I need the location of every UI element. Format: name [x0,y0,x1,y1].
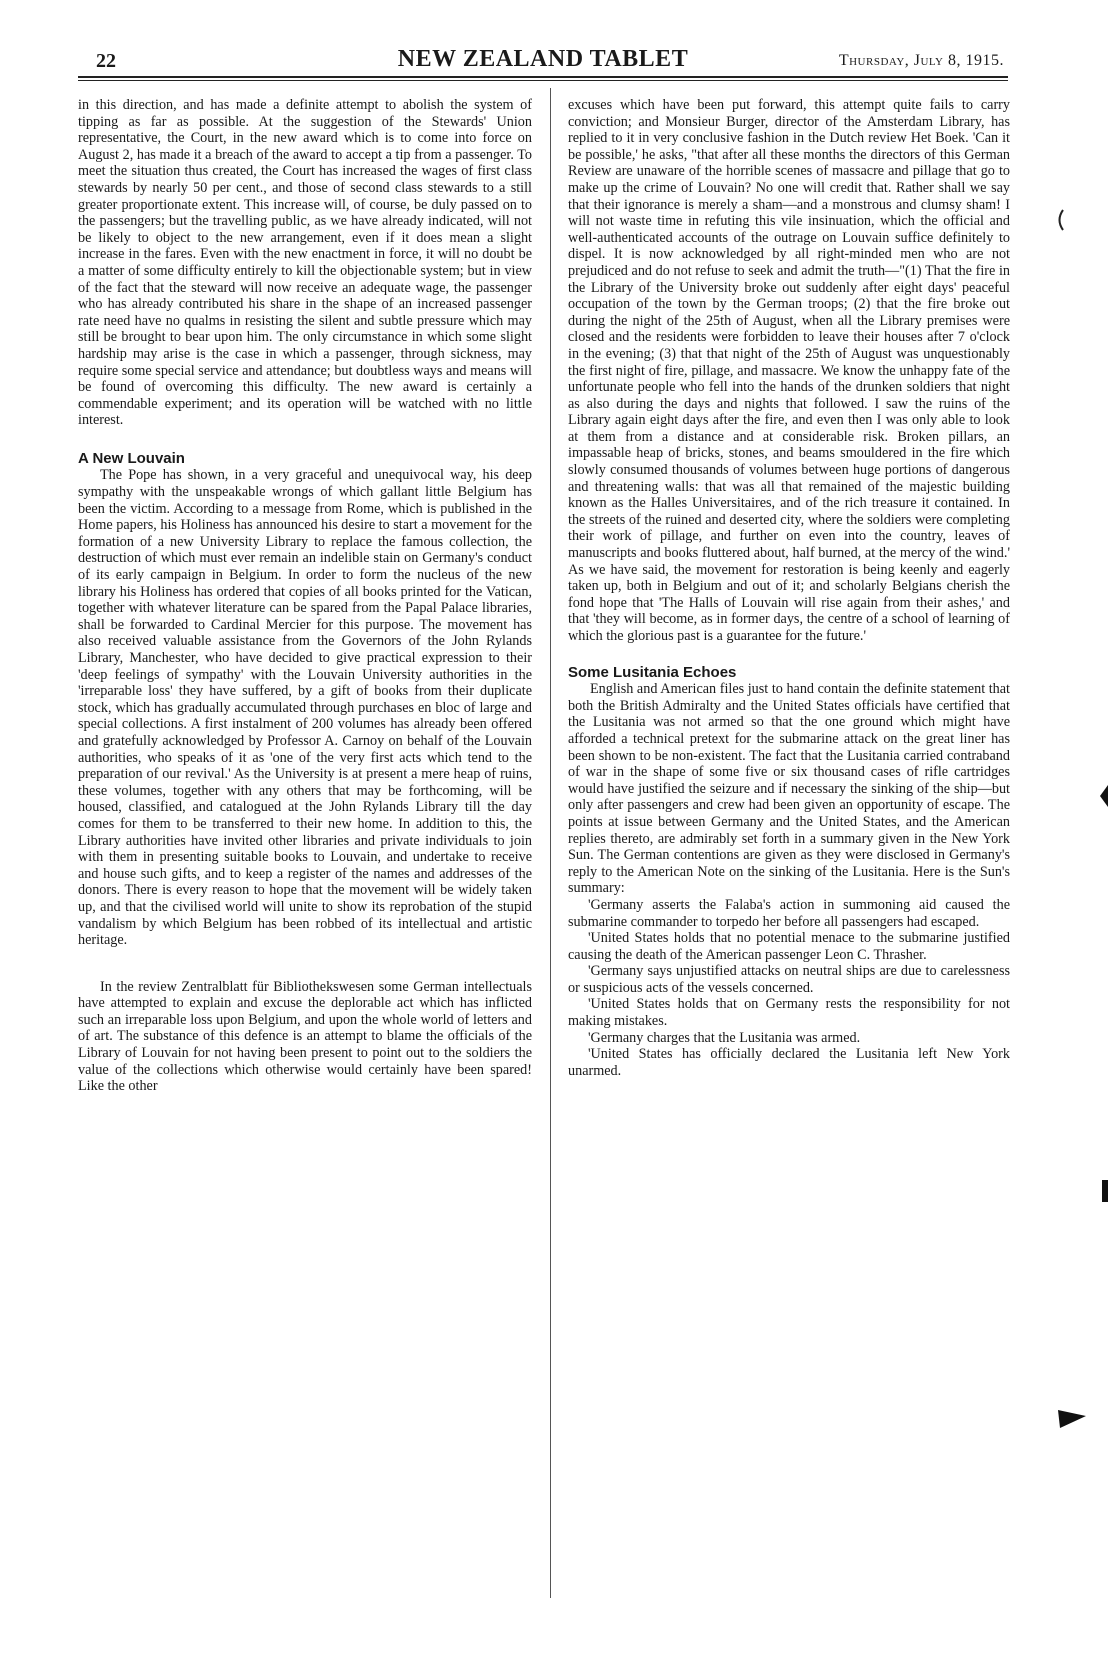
page-number: 22 [96,50,116,72]
burger-reply-paragraph: excuses which have been put forward, this attempt quite fails to carry conviction; and Monsieur Burger, director of the Amsterdam Library, has replied to it in very conclusive fashion in the Dutch review Het Boek. 'Can it be possible,' he asks, "that after all these months the directors of this German Review are unaware of the horrible scenes of massacre and pillage that go to make up the crime of Louvain? No one will credit that. Rather shall we say that their ignorance is merely a sham—and a monstrous and clumsy sham! I will not waste time in refuting this vile insinuation, which the official and well-authenticated accounts of the outrage on Louvain suffice definitely to dispel. It is now acknowledged by all right-minded men who are not prejudiced and do not refuse to seek and admit the truth—"(1) That the fire in the Library of the University broke out suddenly after eight days' peaceful occupation of the town by the German troops; (2) that the fire broke out during the night of the 25th of August, when all the Library premises were closed and the residents were forbidden to leave their houses after 7 o'clock in the evening; (3) that that night of the 25th of August was unquestionably the first night of fire, pillage, and massacre. We know the unhappy fate of the unfortunate people who fell into the hands of the drunken soldiers that night as also during the days and nights that followed. I saw the ruins of the Library again eight days after the fire, and even then I was only able to look at them from a distance and at considerable risk. Broken pillars, an impassable heap of bricks, stones, and beams smouldered in the fire which slowly consumed thousands of volumes between huge portions of dangerous and threatening walls: that was all that remained of the majestic building known as the Halles Universitaires, and of the rich treasure it contained. In the streets of the ruined and deserted city, where the soldiers were completing their work of pillage, and further on even into the country, leaves of manuscripts and books fluttered about, half burned, at the mercy of the wind.' As we have said, the movement for restoration is being keenly and eagerly taken up, both in Belgium and out of it; and scholarly Belgians cherish the fond hope that 'The Halls of Louvain will rise again from their ashes,' and that 'they will become, as in former days, the centre of a school of learning of which the glorious past is a guarantee for the future.' [568,97,1010,644]
lusitania-paragraph: English and American files just to hand contain the definite statement that both the British Admiralty and the United States officials have certified that the Lusitania was not armed so that the one ground which might have afforded a technical pretext for the submarine attack on the great liner has been shown to be non-existent. The fact that the Lusitania carried contraband of war in the shape of some five or six thousand cases of rifle cartridges would have justified the seizure and if necessary the sinking of the ship—but only after passengers and crew had been given an opportunity of escape. The points at issue between Germany and the United States, and the American replies thereto, are admirably set forth in a summary given in the New York Sun. The German contentions are given as they were disclosed in Germany's reply to the American Note on the sinking of the Lusitania. Here is the Sun's summary: [568,681,1010,897]
zentralblatt-paragraph: In the review Zentralblatt für Bibliothekswesen some German intellectuals have attempted to explain and excuse the deplorable act which has inflicted such an irreparable loss upon Belgium, and upon the whole world of letters and of art. The substance of this defence is an attempt to blame the officials of the Library of Louvain for not having been present to point out to the soldiers the value of the collections which otherwise would certainly have been spared! Like the other [78,978,532,1095]
summary-item: 'United States holds that no potential menace to the submarine justified causing the death of the American passenger Leon C. Thrasher. [568,930,1010,963]
newspaper-title: NEW ZEALAND TABLET [397,46,689,72]
tipping-paragraph: in this direction, and has made a definite attempt to abolish the system of tipping as far as possible. At the suggestion of the Stewards' Union representative, the Court, in the new award which is to come into force on August 2, has made it a breach of the award to accept a tip from a passenger. To meet the situation thus created, the Court has increased the wages of first class stewards by nearly 50 per cent., and those of second class stewards to a still greater proportionate extent. This increase will, of course, be duly passed on to the passengers; but the travelling public, as we have already indicated, will not be likely to object to the new arrangement, even if it does mean a slight increase in the fares. Even with the new enactment in force, it will no doubt be a matter of some difficulty entirely to kill the objectionable system; but in view of the fact that the steward will now receive an adequate wage, the passenger who has already contributed his share in the shape of an increased passenger rate need have no qualms in resisting the silent and subtle pressure which may still be brought to bear upon him. The only circumstance in which some slight hardship may arise is the case in which a passenger, through sickness, may require some special service and attendance; but doubtless ways and means will be found of overcoming this difficulty. The new award is certainly a commendable experiment; and its operation will be watched with no little interest. [78,97,532,429]
column-divider [550,88,551,1598]
margin-bracket-mark [1055,208,1065,232]
right-column [568,97,1010,1079]
heading-lusitania-echoes: Some Lusitania Echoes [568,663,737,681]
issue-date: Thursday, July 8, 1915. [838,52,1004,69]
summary-item: 'Germany asserts the Falaba's action in summoning aid caused the submarine commander to torpedo her before all passengers had escaped. [568,896,1010,930]
summary-item: 'Germany charges that the Lusitania was armed. [588,1029,861,1046]
summary-item: 'Germany says unjustified attacks on neutral ships are due to carelessness or suspicious acts of the vessels concerned. [568,963,1010,996]
masthead [78,46,1008,76]
margin-bar-mark [1100,1180,1110,1202]
header-rule [78,76,1008,78]
margin-arrow-mark [1096,785,1108,807]
heading-new-louvain: A New Louvain [78,449,185,467]
header-rule-thin [78,80,1008,81]
summary-item: 'United States has officially declared the Lusitania left New York unarmed. [568,1046,1010,1079]
section-gap [568,645,1010,665]
section-gap [78,949,532,979]
margin-pointer-mark [1058,1408,1086,1430]
summary-item: 'United States holds that on Germany rests the responsibility for not making mistakes. [568,996,1010,1030]
section-gap [78,429,532,451]
left-column [78,97,532,1095]
louvain-paragraph: The Pope has shown, in a very graceful and unequivocal way, his deep sympathy with the unspeakable wrongs of which gallant little Belgium has been the victim. According to a message from Rome, which is published in the Home papers, his Holiness has announced his desire to start a movement for the formation of a new University Library to replace the famous collection, the destruction of which must ever remain an indelible stain on Germany's conduct of its early campaign in Belgium. In order to form the nucleus of the new library his Holiness has ordered that copies of all books printed for the Vatican, together with whatever literature can be spared from the Papal Palace libraries, shall be forwarded to Cardinal Mercier for this purpose. The movement has also received valuable assistance from the Governors of the John Rylands Library, Manchester, who have decided to give practical expression to their 'deep feelings of sympathy' with the Louvain University authorities in the 'irreparable loss' they have suffered, by a gift of books from their duplicate stock, which has gradually accumulated through purchases en bloc of large and special collections. A first instalment of 200 volumes has already been offered and gratefully acknowledged by Professor A. Carnoy on behalf of the Louvain authorities, who speaks of it as 'one of the very first acts which tend to the preparation of our revival.' As the University is at present a mere heap of ruins, these volumes, together with any others that may be forthcoming, will be housed, classified, and catalogued at the John Rylands Library till the day comes for them to be transferred to their new home. In addition to this, the Library authorities have invited other libraries and private individuals to join with them in presenting suitable books to Louvain, and undertake to receive and house such gifts, and to keep a register of the names and addresses of the donors. There is every reason to hope that the movement will be widely taken up, and that the civilised world will unite to show its reprobation of the stupid vandalism by which Belgium has been robbed of its intellectual and artistic heritage. [78,467,532,949]
